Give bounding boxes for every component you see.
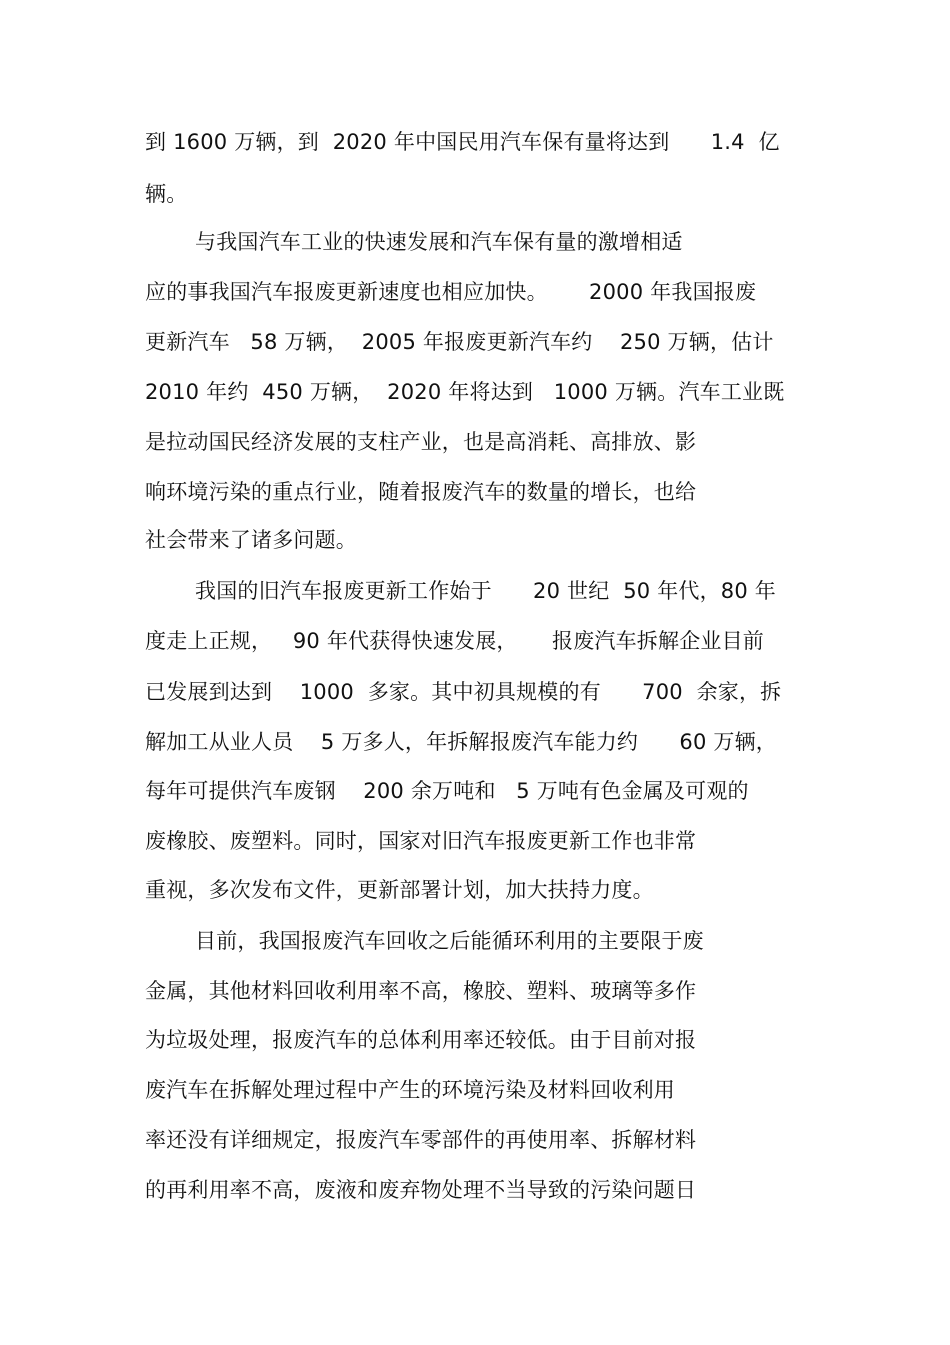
text-line: 废汽车在拆解处理过程中产生的环境污染及材料回收利用 [145,1078,675,1102]
paragraph-first-line: 与我国汽车工业的快速发展和汽车保有量的激增相适 [195,230,683,254]
text-line: 为垃圾处理，报废汽车的总体利用率还较低。由于目前对报 [145,1028,697,1052]
text-line: 响环境污染的重点行业，随着报废汽车的数量的增长，也给 [145,480,697,504]
text-line: 废橡胶、废塑料。同时，国家对旧汽车报废更新工作也非常 [145,829,697,853]
text-line: 金属，其他材料回收利用率不高，橡胶、塑料、玻璃等多作 [145,979,697,1003]
text-line: 更新汽车 58 万辆， 2005 年报废更新汽车约 250 万辆，估计 [145,330,774,354]
text-line: 是拉动国民经济发展的支柱产业，也是高消耗、高排放、影 [145,430,697,454]
text-line: 率还没有详细规定，报废汽车零部件的再使用率、拆解材料 [145,1128,697,1152]
text-line: 2010 年约 450 万辆， 2020 年将达到 1000 万辆。汽车工业既 [145,380,785,404]
text-line: 解加工从业人员 5 万多人，年拆解报废汽车能力约 60 万辆， [145,730,777,754]
paragraph-first-line: 目前，我国报废汽车回收之后能循环利用的主要限于废 [195,929,704,953]
text-line: 的再利用率不高，废液和废弃物处理不当导致的污染问题日 [145,1178,697,1202]
text-line: 应的事我国汽车报废更新速度也相应加快。 2000 年我国报废 [145,280,757,304]
text-line: 度走上正规， 90 年代获得快速发展， 报废汽车拆解企业目前 [145,629,764,653]
text-line: 辆。 [145,182,188,206]
text-line: 已发展到达到 1000 多家。其中初具规模的有 700 余家，拆 [145,680,782,704]
text-line: 社会带来了诸多问题。 [145,528,357,552]
text-line: 每年可提供汽车废钢 200 余万吨和 5 万吨有色金属及可观的 [145,779,749,803]
text-line: 到 1600 万辆，到 2020 年中国民用汽车保有量将达到 1.4 亿 [145,130,780,154]
paragraph-first-line: 我国的旧汽车报废更新工作始于 20 世纪 50 年代，80 年 [195,579,776,603]
text-line: 重视，多次发布文件，更新部署计划，加大扶持力度。 [145,878,654,902]
